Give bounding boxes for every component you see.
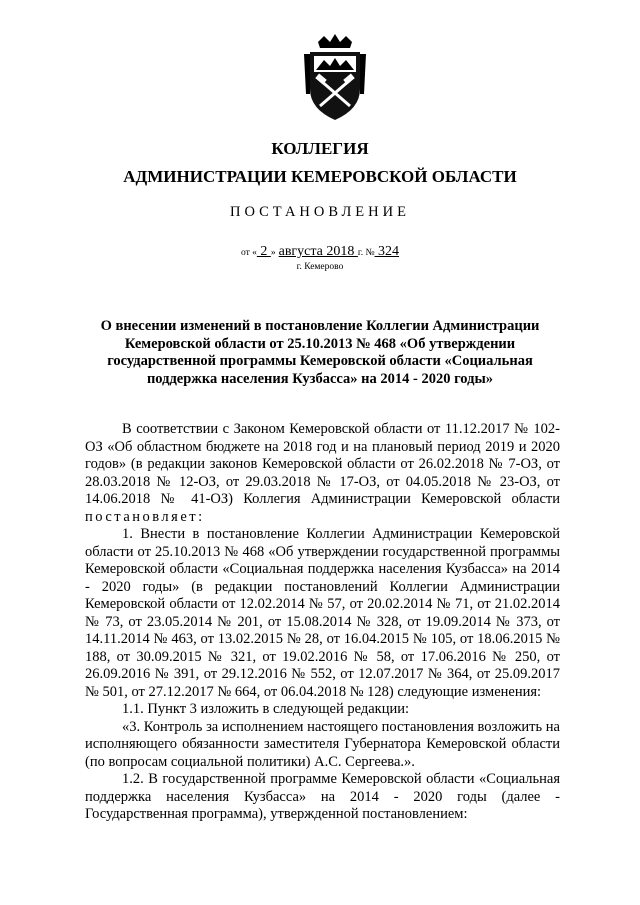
paragraph-item-1: 1. Внести в постановление Коллегии Администрации Кемеровской области от 25.10.2013 № 468 «Об утверждении государственной программы Кемеровской области «Социальная поддержка населения Кузбасса» на 2014 - 2020 годы» (в редакции постановлений Коллегии Администрации Кемеровской области от 12.02.2014 № 57, от 20.02.2014 № 71, от 21.02.2014 № 73, от 23.05.2014 № 201, от 15.08.2014 № 328, от 19.09.2014 № 373, от 14.11.2014 № 463, от 13.02.2015 № 28, от 16.04.2015 № 105, от 18.06.2015 № 188, от 30.09.2015 № 321, от 19.02.2016 № 58, от 17.06.2016 № 250, от 26.09.2016 № 391, от 29.12.2016 № 552, от 12.07.2017 № 364, от 25.09.2017 № 501, от 27.12.2017 № 664, от 06.04.2018 № 128) следующие изменения: (85, 526, 560, 700)
resolves-word: постановляет: (85, 508, 205, 525)
org-name-line1: КОЛЛЕГИЯ (271, 139, 369, 158)
document-number: 324 (374, 244, 400, 259)
date-quote-close: » (270, 248, 276, 258)
city-name: г. Кемерово (296, 262, 344, 272)
date-month-year: августа 2018 (278, 244, 358, 259)
org-name-line2: АДМИНИСТРАЦИИ КЕМЕРОВСКОЙ ОБЛАСТИ (123, 167, 517, 186)
date-number-line (0, 244, 640, 260)
year-number-label: г. № (357, 248, 375, 258)
date-day: 2 (256, 244, 271, 259)
document-subject: О внесении изменений в постановление Коллегии Администрации Кемеровской области от 25.10.2013 № 468 «Об утверждении государственной программы Кемеровской области «Социальная поддержка населения Кузбасса» на 2014 - 2020 годы» (100, 318, 540, 387)
paragraph-item-1-2: 1.2. В государственной программе Кемеровской области «Социальная поддержка населения Кузбасса» на 2014 - 2020 годы (далее - Государственная программа), утвержденной постановлением: (85, 771, 560, 822)
paragraph-preamble (85, 421, 560, 526)
paragraph-item-3-quote: «3. Контроль за исполнением настоящего постановления возложить на исполняющего обязанности заместителя Губернатора Кемеровской области (по вопросам социальной политики) А.С. Сергеева.». (85, 718, 560, 770)
kemerovo-coat-of-arms-icon (300, 34, 370, 124)
paragraph-item-1-1: 1.1. Пункт 3 изложить в следующей редакции: (122, 701, 410, 717)
document-type: ПОСТАНОВЛЕНИЕ (230, 204, 410, 220)
preamble-text: В соответствии с Законом Кемеровской области от 11.12.2017 № 102-ОЗ «Об областном бюджете на 2018 год и на плановый период 2019 и 2020 годов» (в редакции законов Кемеровской области от 26.02.2018 № 7-ОЗ, от 28.03.2018 № 12-ОЗ, от 29.03.2018 № 17-ОЗ, от 04.05.2018 № 23-ОЗ, от 14.06.2018 № 41-ОЗ) Коллегия Администрации Кемеровской области (85, 421, 560, 507)
date-from-label: от « (240, 248, 257, 258)
document-body (85, 421, 560, 824)
